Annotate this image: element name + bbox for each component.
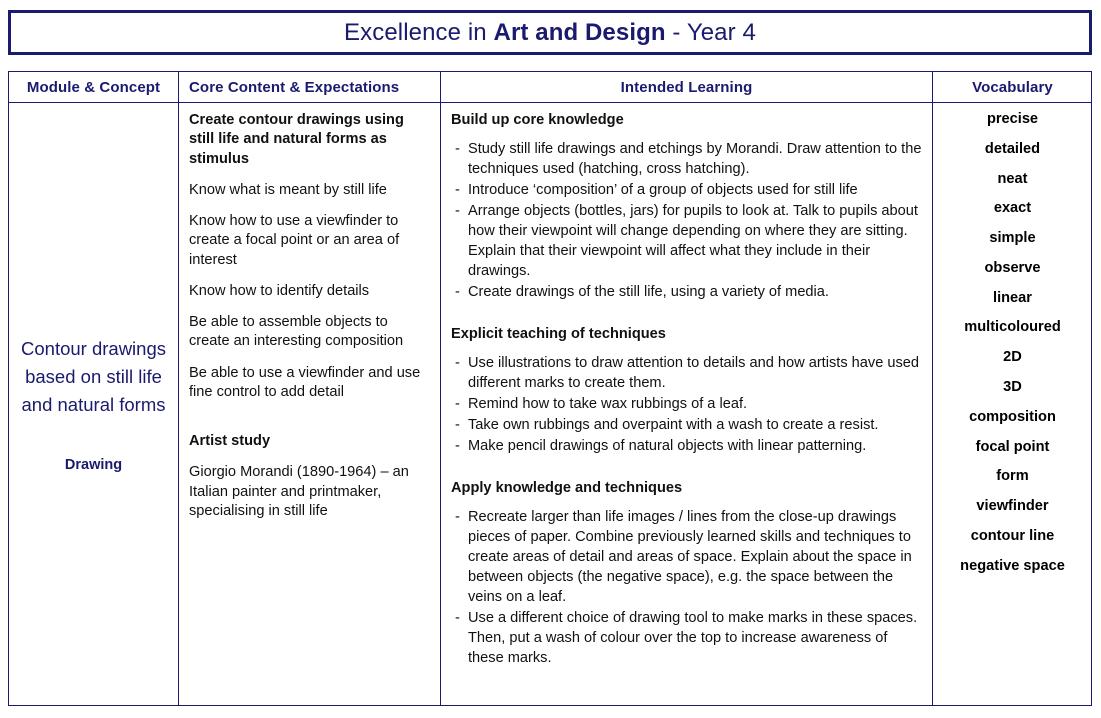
core-content-block: Know how to use a viewfinder to create a focal point or an area of interest	[189, 213, 400, 268]
intended-learning-item-text: Recreate larger than life images / lines from the close-up drawings pieces of paper. Combine previously learned skills and techniques to create areas of detail and areas of space. Explain about the space in between objects (the negative space), e.g. the space between the veins on a leaf.	[468, 508, 912, 605]
intended-learning-heading: Build up core knowledge	[451, 112, 624, 128]
intended-learning-item	[451, 609, 922, 669]
module-subject: Drawing	[64, 456, 123, 473]
vocabulary-item: observe	[984, 259, 1041, 276]
bullet-dash-icon: -	[455, 354, 460, 371]
column-header-module-concept: Module & Concept	[9, 72, 179, 103]
page-title-prefix: Excellence in	[344, 18, 494, 46]
curriculum-table	[8, 71, 1092, 706]
core-content-block: Know how to identify details	[189, 282, 370, 299]
column-header-intended-learning: Intended Learning	[441, 72, 933, 103]
intended-learning-section	[451, 479, 922, 669]
intended-learning-item	[451, 181, 922, 201]
vocabulary-cell	[933, 103, 1092, 705]
intended-learning-cell	[441, 103, 933, 705]
vocabulary-item: exact	[993, 200, 1032, 217]
bullet-dash-icon: -	[455, 395, 460, 412]
intended-learning-item	[451, 437, 922, 457]
bullet-dash-icon: -	[455, 508, 460, 525]
page-title	[344, 18, 756, 46]
vocabulary-item: precise	[986, 111, 1039, 127]
vocabulary-item: 2D	[1003, 349, 1022, 366]
vocabulary-item: detailed	[984, 140, 1041, 157]
vocabulary-item: composition	[969, 408, 1056, 425]
bullet-dash-icon: -	[455, 609, 460, 626]
module-concept-cell	[9, 103, 179, 705]
intended-learning-item-text: Study still life drawings and etchings by Morandi. Draw attention to the techniques used (hatching, cross hatching).	[468, 140, 922, 177]
core-content-block: Be able to assemble objects to create an interesting composition	[189, 314, 404, 350]
intended-learning-section	[451, 325, 922, 457]
column-header-vocabulary: Vocabulary	[933, 72, 1092, 103]
core-content-block: Know what is meant by still life	[189, 181, 387, 198]
intended-learning-item-text: Use illustrations to draw attention to details and how artists have used different marks to create them.	[468, 354, 920, 391]
core-content-block: Giorgio Morandi (1890-1964) – an Italian painter and printmaker, specialising in still life	[189, 464, 409, 519]
intended-learning-heading: Explicit teaching of techniques	[451, 325, 666, 342]
module-title: Contour drawings based on still life and natural forms	[21, 338, 166, 415]
intended-learning-item	[451, 416, 922, 436]
intended-learning-item	[451, 354, 922, 394]
page-title-suffix: - Year 4	[665, 18, 756, 46]
vocabulary-item: simple	[989, 230, 1036, 247]
intended-learning-item	[451, 283, 922, 303]
intended-learning-item-text: Remind how to take wax rubbings of a leaf.	[468, 395, 748, 412]
intended-learning-item-text: Arrange objects (bottles, jars) for pupils to look at. Talk to pupils about how their viewpoint will change depending on where they are sitting. Explain that their viewpoint will affect what they include in their drawings.	[468, 202, 918, 279]
intended-learning-item	[451, 508, 922, 608]
intended-learning-item-text: Take own rubbings and overpaint with a wash to create a resist.	[468, 416, 879, 433]
intended-learning-item-text: Make pencil drawings of natural objects with linear patterning.	[468, 437, 867, 454]
vocabulary-item: neat	[997, 170, 1028, 187]
intended-learning-section	[451, 111, 922, 303]
vocabulary-item: multicoloured	[964, 319, 1061, 336]
vocabulary-item: contour line	[970, 527, 1055, 544]
bullet-dash-icon: -	[455, 437, 460, 454]
intended-learning-heading: Apply knowledge and techniques	[451, 479, 683, 496]
core-content-block: Artist study	[189, 433, 271, 449]
vocabulary-item: negative space	[960, 557, 1065, 574]
intended-learning-item-text: Introduce ‘composition’ of a group of objects used for still life	[468, 181, 858, 198]
vocabulary-item: linear	[993, 289, 1032, 306]
vocabulary-item: focal point	[975, 438, 1050, 455]
intended-learning-item	[451, 140, 922, 180]
intended-learning-item	[451, 395, 922, 415]
vocabulary-item: 3D	[1003, 379, 1022, 396]
intended-learning-item	[451, 202, 922, 282]
core-content-block: Be able to use a viewfinder and use fine control to add detail	[189, 364, 421, 400]
page-title-subject: Art and Design	[493, 18, 666, 46]
core-content-cell	[179, 103, 441, 705]
bullet-dash-icon: -	[455, 283, 460, 300]
column-header-core-content: Core Content & Expectations	[179, 72, 441, 103]
bullet-dash-icon: -	[455, 140, 460, 157]
intended-learning-list	[451, 508, 922, 669]
page-title-banner	[8, 10, 1092, 55]
bullet-dash-icon: -	[455, 181, 460, 198]
intended-learning-list	[451, 140, 922, 303]
vocabulary-item: viewfinder	[976, 498, 1049, 515]
vocabulary-item: form	[996, 468, 1029, 485]
core-content-block: Create contour drawings using still life and natural forms as stimulus	[189, 112, 404, 167]
bullet-dash-icon: -	[455, 416, 460, 433]
bullet-dash-icon: -	[455, 202, 460, 219]
core-content-spacer	[189, 414, 431, 432]
intended-learning-item-text: Create drawings of the still life, using a variety of media.	[468, 283, 829, 300]
intended-learning-item-text: Use a different choice of drawing tool to make marks in these spaces. Then, put a wash of colour over the top to increase awareness of these marks.	[468, 609, 918, 666]
intended-learning-list	[451, 354, 922, 457]
